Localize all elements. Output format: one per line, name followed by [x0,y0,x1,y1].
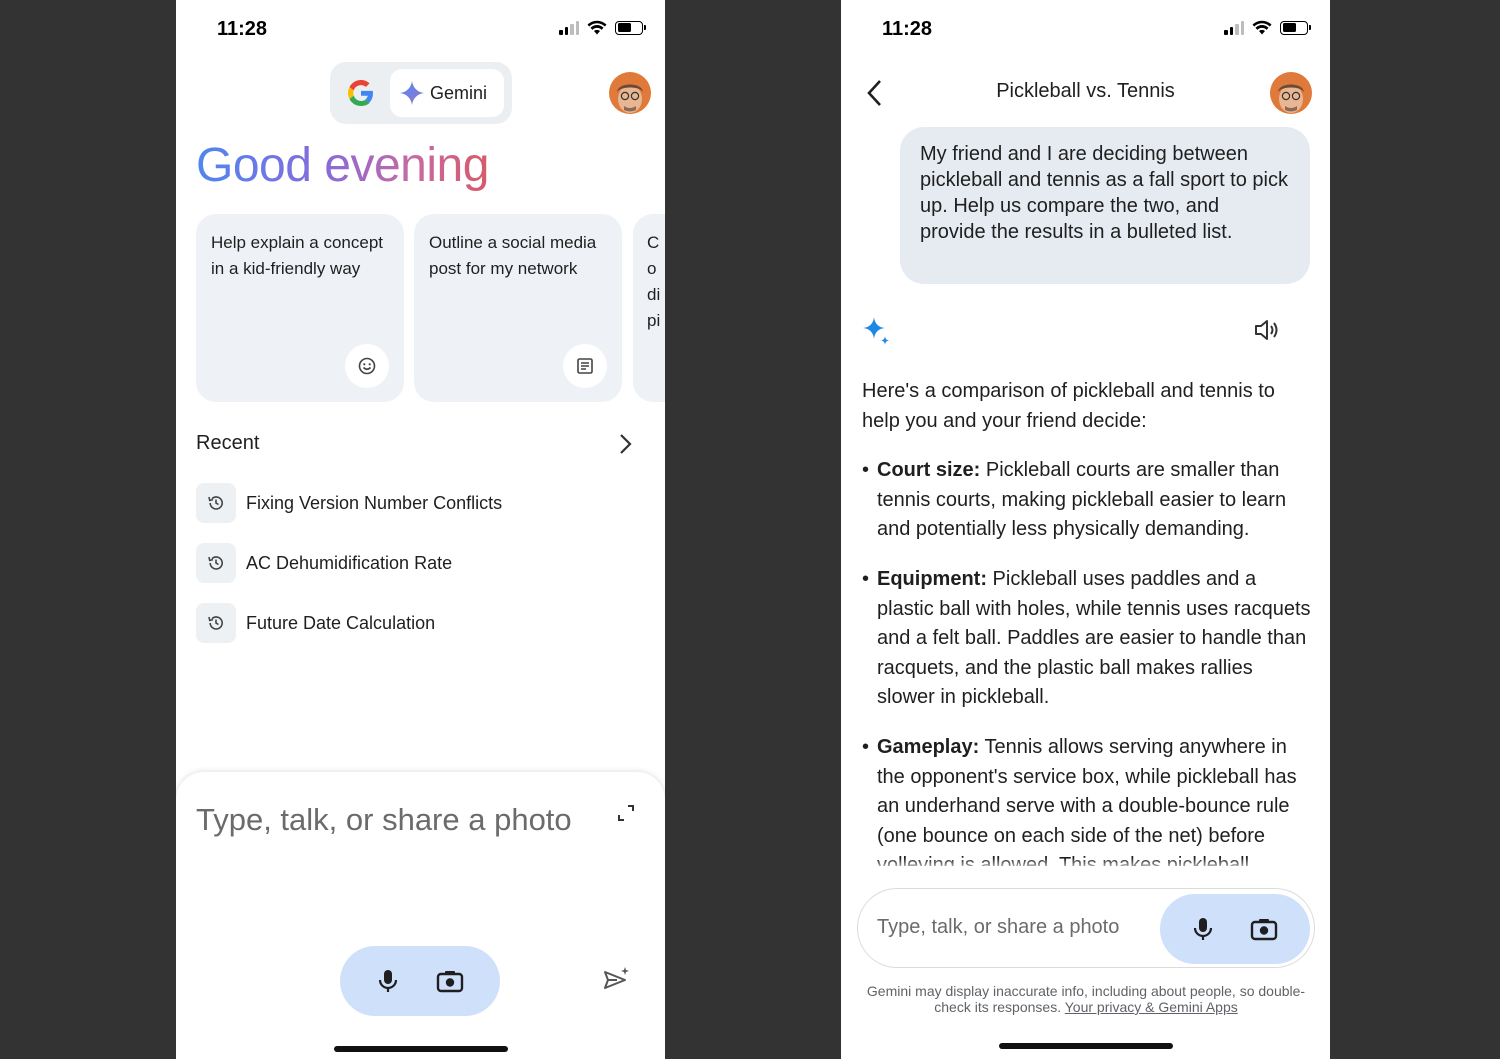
suggestion-card[interactable] [196,214,404,402]
home-indicator [334,1046,508,1052]
response-bullet: • Gameplay: Tennis allows serving anywhere in the opponent's service box, while pickleball has an underhand serve with a double-bounce rule (one bounce on each side of the net) before [862,733,1312,881]
suggestion-card[interactable] [414,214,622,402]
gemini-home-screen [176,0,665,1059]
gemini-chat-screen [841,0,1330,1059]
status-time: 11:28 [882,18,933,40]
gemini-sparkle-icon [863,316,891,346]
gemini-mode-button[interactable] [390,69,504,117]
privacy-link[interactable]: Your privacy & Gemini Apps [1064,999,1238,1015]
voice-camera-controls [340,946,500,1016]
home-indicator [999,1043,1173,1049]
battery-icon [1280,21,1308,35]
chevron-right-icon[interactable] [618,433,632,455]
microphone-icon[interactable] [1192,916,1214,942]
recent-chat-label: Fixing Version Number Conflicts [246,492,503,513]
greeting-heading: Good evening [196,139,489,192]
bullet-text: Pickleball uses paddles and a plastic ball with holes, while tennis uses racquets and a felt ball. Paddles are easier to handle than racquets, and the plastic ball makes rallies slower in pickleball. [877,568,1311,709]
bullet-text: Pickleball courts are smaller than tennis courts, making pickleball easier to learn and potentially less physically demanding. [877,459,1287,541]
profile-avatar-icon [1270,72,1312,114]
wifi-icon [1252,20,1272,35]
suggestion-card-text: Co di pi [647,233,661,330]
history-icon [196,603,236,643]
bullet-label: Gameplay: [877,736,980,758]
history-icon [196,543,236,583]
recent-chat-item[interactable] [196,603,435,643]
recent-chat-item[interactable] [196,543,452,583]
speaker-icon[interactable] [1253,318,1281,342]
disclaimer [861,983,1311,1015]
avatar[interactable] [609,72,651,114]
chat-input-placeholder: Type, talk, or share a photo [877,916,1120,938]
chat-input-field[interactable] [857,888,1315,968]
user-message-bubble: My friend and I are deciding between pickleball and tennis as a fall sport to pick up. Help us compare the two, and provide the results in a bulleted list. [900,127,1310,284]
disclaimer-text: Gemini may display inaccurate info, including about people, so double-check its responses. [866,983,1306,1015]
profile-avatar-icon [609,72,651,114]
chat-title: Pickleball vs. Tennis [996,80,1175,102]
smile-icon [345,344,389,388]
send-icon[interactable] [603,966,631,992]
response-intro: Here's a comparison of pickleball and tennis to help you and your friend decide: [862,380,1275,432]
status-bar [841,0,1330,62]
prompt-input-panel [176,772,665,1059]
google-logo-icon[interactable] [348,80,374,106]
suggestion-card-text: Outline a social media post for my network [429,233,597,278]
suggestion-card-partial[interactable] [633,214,665,402]
status-time: 11:28 [217,18,268,40]
mode-switcher [330,62,512,124]
chat-input-area [841,866,1330,1059]
response-bullet: • Court size: Pickleball courts are smaller than tennis courts, making pickleball easier to learn and potentially less physically demanding. [862,459,1287,541]
suggestion-cards [196,214,665,404]
recent-title: Recent [196,432,260,454]
response-bullet: • Equipment: Pickleball uses paddles and a plastic ball with holes, while tennis uses racquets and a felt ball. Paddles are easier to handle than racquets, and the plastic ball makes rallies slower in pickleball. [862,568,1311,709]
recent-chat-item[interactable] [196,483,502,523]
recent-chat-label: Future Date Calculation [246,612,436,633]
gemini-label: Gemini [430,82,488,103]
note-icon [563,344,607,388]
camera-icon[interactable] [436,969,464,993]
voice-camera-controls [1160,894,1310,964]
prompt-input[interactable]: Type, talk, or share a photo [196,802,572,837]
gemini-sparkle-icon [400,81,424,105]
history-icon [196,483,236,523]
recent-chat-label: AC Dehumidification Rate [246,552,453,573]
expand-icon[interactable] [617,804,635,822]
bullet-label: Court size: [877,459,981,481]
camera-icon[interactable] [1250,917,1278,941]
microphone-icon[interactable] [377,968,399,994]
wifi-icon [587,20,607,35]
suggestion-card-text: Help explain a concept in a kid-friendly way [211,233,384,278]
avatar[interactable] [1270,72,1312,114]
status-bar [176,0,665,62]
recent-header[interactable] [196,432,632,455]
bullet-label: Equipment: [877,568,987,590]
cellular-signal-icon [559,21,579,35]
cellular-signal-icon [1224,21,1244,35]
battery-icon [615,21,643,35]
bullet-text: Tennis allows serving anywhere in the opponent's service box, while pickleball has an underhand serve with a double-bounce rule (one bounce on each side of the net) before [877,736,1297,847]
